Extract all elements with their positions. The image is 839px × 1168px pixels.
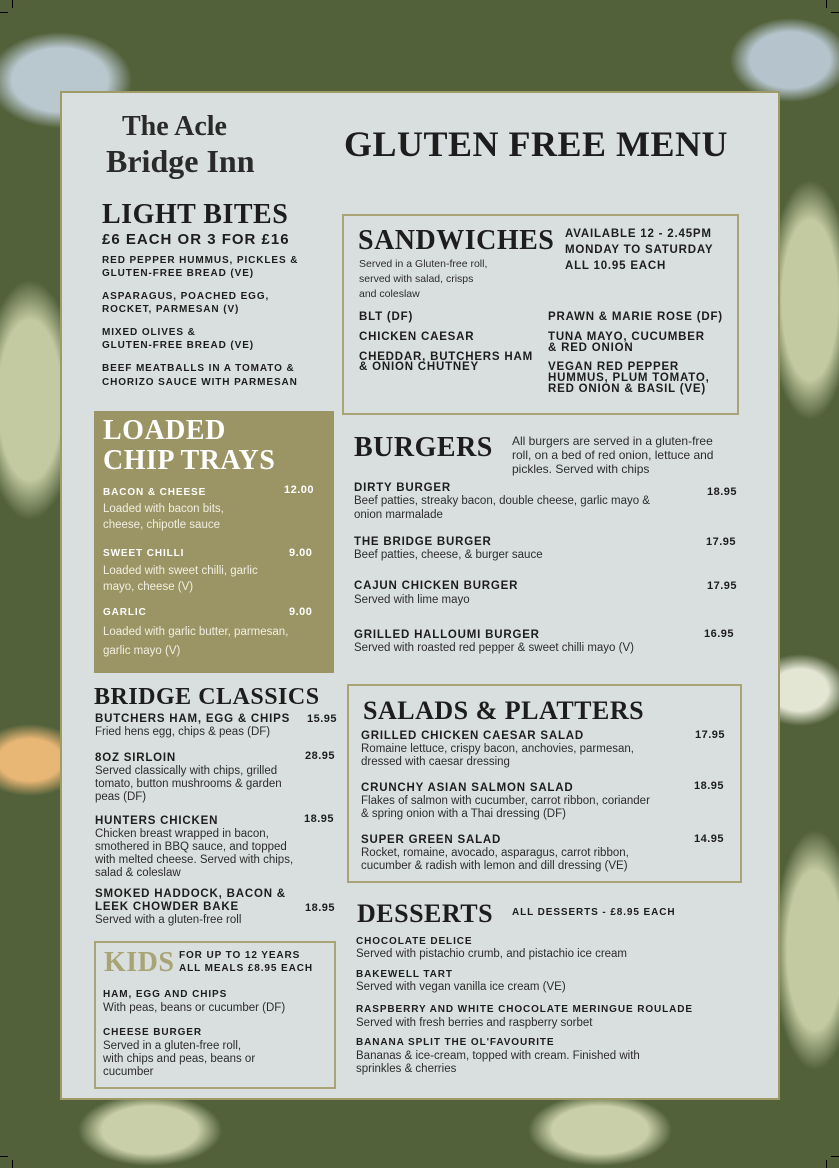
sandwich-item: CHICKEN CAESAR — [359, 331, 475, 343]
burger-desc: Beef patties, streaky bacon, double cheese, garlic mayo & — [354, 495, 650, 507]
kids-item-desc: With peas, beans or cucumber (DF) — [103, 1002, 286, 1014]
classic-name: 8OZ SIRLOIN — [95, 752, 177, 764]
classic-price: 18.95 — [305, 902, 336, 914]
loaded-item-name: BACON & CHEESE — [103, 487, 207, 498]
dessert-name: RASPBERRY AND WHITE CHOCOLATE MERINGUE ROULADE — [356, 1004, 693, 1015]
salad-desc: & spring onion with a Thai dressing (DF) — [361, 808, 566, 820]
desserts-heading: DESSERTS — [357, 899, 494, 928]
sandwich-item: RED ONION & BASIL (VE) — [548, 383, 706, 395]
sandwich-item: CHEDDAR, BUTCHERS HAM — [359, 351, 533, 363]
loaded-heading-line-2: CHIP TRAYS — [103, 445, 276, 476]
logo-line-1: The Acle — [122, 111, 227, 142]
loaded-item-price: 9.00 — [289, 547, 313, 559]
menu-panel — [62, 93, 778, 1098]
page-title: GLUTEN FREE MENU — [344, 124, 729, 164]
burgers-note: pickles. Served with chips — [512, 462, 650, 476]
salad-name: SUPER GREEN SALAD — [361, 834, 502, 846]
sandwiches-heading: SANDWICHES — [358, 225, 555, 256]
classic-price: 15.95 — [307, 713, 338, 725]
classic-desc: peas (DF) — [95, 791, 147, 803]
sandwich-item: & RED ONION — [548, 342, 634, 354]
loaded-heading-line-1: LOADED — [103, 415, 226, 446]
salad-name: GRILLED CHICKEN CAESAR SALAD — [361, 730, 585, 742]
salad-desc: Romaine lettuce, crispy bacon, anchovies, parmesan, — [361, 743, 634, 755]
light-bites-heading: LIGHT BITES — [102, 199, 289, 230]
sandwich-item: TUNA MAYO, CUCUMBER — [548, 331, 705, 343]
crop-mark — [831, 12, 839, 13]
classic-desc: tomato, button mushrooms & garden — [95, 778, 282, 790]
salad-name: CRUNCHY ASIAN SALMON SALAD — [361, 782, 574, 794]
kids-item-desc: with chips and peas, beans or — [103, 1053, 256, 1065]
loaded-item-desc: cheese, chipotle sauce — [103, 519, 220, 531]
sandwiches-desc: Served in a Gluten-free roll, — [359, 258, 488, 270]
salad-desc: Rocket, romaine, avocado, asparagus, carrot ribbon, — [361, 847, 629, 859]
crop-mark — [831, 1156, 839, 1157]
burger-price: 16.95 — [704, 628, 735, 640]
classic-name: LEEK CHOWDER BAKE — [95, 901, 239, 913]
logo-line-2: Bridge Inn — [106, 143, 255, 179]
kids-item-desc: Served in a gluten-free roll, — [103, 1040, 242, 1052]
sandwiches-availability: AVAILABLE 12 - 2.45PM — [565, 228, 712, 240]
sandwich-item: PRAWN & MARIE ROSE (DF) — [548, 311, 723, 323]
dessert-desc: Served with fresh berries and raspberry sorbet — [356, 1017, 593, 1029]
burger-price: 17.95 — [706, 536, 737, 548]
classic-name: HUNTERS CHICKEN — [95, 815, 219, 827]
dessert-desc: Served with vegan vanilla ice cream (VE) — [356, 981, 566, 993]
classic-desc: Served classically with chips, grilled — [95, 765, 278, 777]
burger-desc: Served with roasted red pepper & sweet chilli mayo (V) — [354, 642, 634, 654]
loaded-item-desc: Loaded with sweet chilli, garlic — [103, 565, 258, 577]
kids-note: FOR UP TO 12 YEARS — [179, 950, 301, 961]
burger-price: 18.95 — [707, 486, 738, 498]
burgers-note: All burgers are served in a gluten-free — [512, 434, 713, 448]
classics-heading: BRIDGE CLASSICS — [94, 684, 320, 710]
sandwiches-desc: served with salad, crisps — [359, 273, 474, 285]
dessert-name: BAKEWELL TART — [356, 969, 453, 980]
light-bite-item: ASPARAGUS, POACHED EGG, — [102, 291, 270, 302]
light-bite-item: BEEF MEATBALLS IN A TOMATO & — [102, 363, 295, 374]
kids-note: ALL MEALS £8.95 EACH — [179, 963, 313, 974]
salad-desc: cucumber & radish with lemon and dill dressing (VE) — [361, 860, 628, 872]
dessert-name: BANANA SPLIT THE OL'FAVOURITE — [356, 1037, 555, 1048]
salad-desc: Flakes of salmon with cucumber, carrot ribbon, coriander — [361, 795, 650, 807]
kids-item-name: HAM, EGG AND CHIPS — [103, 989, 228, 1000]
loaded-item-desc: mayo, cheese (V) — [103, 581, 194, 593]
sandwich-item: VEGAN RED PEPPER — [548, 361, 680, 373]
classic-desc: Fried hens egg, chips & peas (DF) — [95, 726, 271, 738]
sandwich-item: & ONION CHUTNEY — [359, 361, 479, 373]
loaded-item-price: 12.00 — [284, 484, 315, 496]
sandwich-item: HUMMUS, PLUM TOMATO, — [548, 372, 710, 384]
salad-desc: dressed with caesar dressing — [361, 756, 510, 768]
burger-desc: onion marmalade — [354, 509, 443, 521]
loaded-item-desc: Loaded with garlic butter, parmesan, — [103, 626, 289, 638]
salad-price: 14.95 — [694, 833, 725, 845]
crop-mark — [0, 12, 8, 13]
classic-desc: Chicken breast wrapped in bacon, — [95, 828, 269, 840]
loaded-item-name: GARLIC — [103, 607, 147, 618]
classic-desc: Served with a gluten-free roll — [95, 914, 242, 926]
crop-mark — [826, 1160, 827, 1168]
kids-item-name: CHEESE BURGER — [103, 1027, 202, 1038]
light-bite-item: GLUTEN-FREE BREAD (VE) — [102, 268, 255, 279]
burger-name: GRILLED HALLOUMI BURGER — [354, 629, 540, 641]
crop-mark — [12, 0, 13, 8]
loaded-chip-trays-box — [94, 411, 334, 673]
kids-item-desc: cucumber — [103, 1066, 154, 1078]
sandwiches-availability: MONDAY TO SATURDAY — [565, 244, 714, 256]
classic-price: 18.95 — [304, 813, 335, 825]
loaded-item-price: 9.00 — [289, 606, 313, 618]
desserts-note: ALL DESSERTS - £8.95 EACH — [512, 907, 676, 918]
loaded-item-desc: Loaded with bacon bits, — [103, 503, 224, 515]
crop-mark — [826, 0, 827, 8]
burger-desc: Served with lime mayo — [354, 594, 470, 606]
light-bites-price: £6 EACH OR 3 FOR £16 — [102, 231, 290, 248]
loaded-item-desc: garlic mayo (V) — [103, 645, 181, 657]
dessert-name: CHOCOLATE DELICE — [356, 936, 473, 947]
classic-desc: smothered in BBQ sauce, and topped — [95, 841, 287, 853]
burger-name: CAJUN CHICKEN BURGER — [354, 580, 519, 592]
burgers-heading: BURGERS — [354, 432, 493, 463]
classic-desc: salad & coleslaw — [95, 867, 181, 879]
classic-price: 28.95 — [305, 750, 336, 762]
crop-mark — [12, 1160, 13, 1168]
dessert-desc: Bananas & ice-cream, topped with cream. Finished with — [356, 1050, 640, 1062]
light-bite-item: MIXED OLIVES & — [102, 327, 196, 338]
dessert-desc: sprinkles & cherries — [356, 1063, 457, 1075]
light-bite-item: GLUTEN-FREE BREAD (VE) — [102, 340, 255, 351]
classic-name: BUTCHERS HAM, EGG & CHIPS — [95, 713, 291, 725]
kids-heading: KIDS — [104, 947, 175, 978]
sandwiches-availability: ALL 10.95 EACH — [565, 260, 667, 272]
classic-name: SMOKED HADDOCK, BACON & — [95, 888, 286, 900]
dessert-desc: Served with pistachio crumb, and pistachio ice cream — [356, 948, 628, 960]
salad-price: 17.95 — [695, 729, 726, 741]
salad-price: 18.95 — [694, 780, 725, 792]
light-bite-item: ROCKET, PARMESAN (V) — [102, 304, 240, 315]
classic-desc: with melted cheese. Served with chips, — [95, 854, 294, 866]
burger-desc: Beef patties, cheese, & burger sauce — [354, 549, 543, 561]
sandwich-item: BLT (DF) — [359, 311, 414, 323]
light-bite-item: CHORIZO SAUCE WITH PARMESAN — [102, 377, 298, 388]
burger-name: THE BRIDGE BURGER — [354, 536, 492, 548]
burger-price: 17.95 — [707, 580, 738, 592]
salads-heading: SALADS & PLATTERS — [363, 696, 645, 725]
loaded-item-name: SWEET CHILLI — [103, 548, 185, 559]
burger-name: DIRTY BURGER — [354, 482, 451, 494]
crop-mark — [0, 1156, 8, 1157]
sandwiches-desc: and coleslaw — [359, 288, 420, 300]
burgers-note: roll, on a bed of red onion, lettuce and — [512, 448, 714, 462]
light-bite-item: RED PEPPER HUMMUS, PICKLES & — [102, 255, 299, 266]
